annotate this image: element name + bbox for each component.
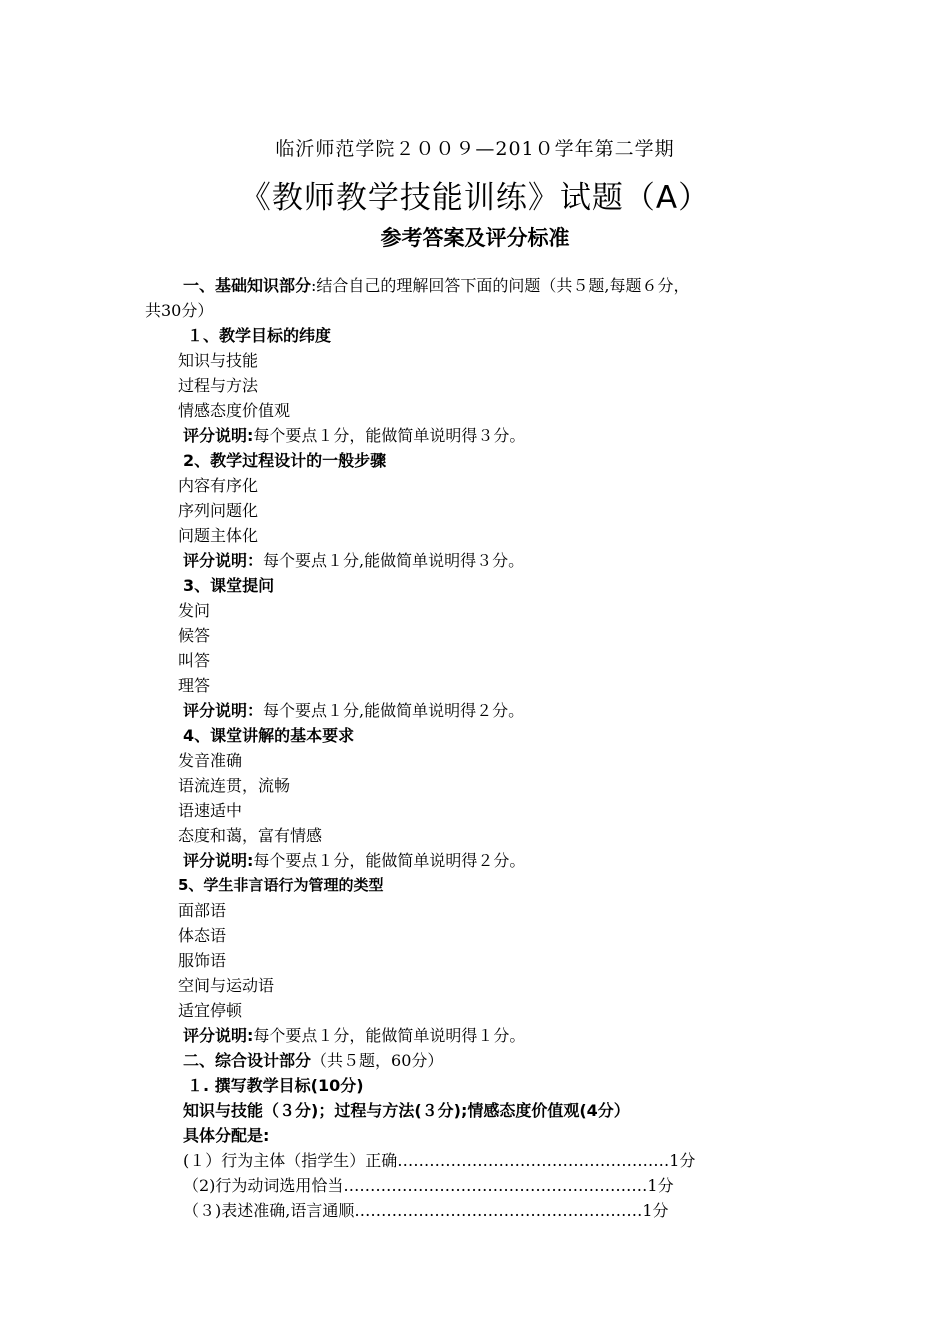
list-item: 发问 <box>178 601 211 620</box>
section2-question-1-title: １. 撰写教学目标(10分) <box>187 1076 364 1095</box>
list-item: 叫答 <box>178 651 211 670</box>
page-subtitle: 参考答案及评分标准 <box>380 226 570 250</box>
scoring-text: 每个要点１分，能做简单说明得２分。 <box>253 851 526 870</box>
section1-instructions: :结合自己的理解回答下面的问题（共５题,每题６分， <box>311 276 690 295</box>
section2-points: （共５题，60分） <box>311 1051 444 1070</box>
criteria-item: （2)行为动词选用恰当…………………………………………………1分 <box>183 1176 674 1195</box>
question-5-title: 5、学生非言语行为管理的类型 <box>178 876 384 894</box>
criteria-item: (１）行为主体（指学生）正确……………………………………………1分 <box>183 1151 696 1170</box>
scoring-label: 评分说明: <box>183 426 254 445</box>
scoring-text: 每个要点１分,能做简单说明得３分。 <box>263 551 525 570</box>
scoring-label: 评分说明： <box>183 551 264 570</box>
list-item: 发音准确 <box>178 751 243 770</box>
scoring-note-5 <box>183 1028 525 1044</box>
scoring-text: 每个要点１分，能做简单说明得３分。 <box>253 426 526 445</box>
scoring-label: 评分说明： <box>183 701 264 720</box>
allocation-label: 具体分配是: <box>183 1126 270 1145</box>
question-1-title: １、教学目标的纬度 <box>187 326 332 345</box>
scoring-label: 评分说明: <box>183 851 254 870</box>
scoring-text: 每个要点１分,能做简单说明得２分。 <box>263 701 525 720</box>
list-item: 候答 <box>178 626 211 645</box>
question-2-title: 2、教学过程设计的一般步骤 <box>183 451 387 470</box>
section1-intro-cont: 共30分） <box>145 301 214 320</box>
list-item: 语速适中 <box>178 801 243 820</box>
list-item: 语流连贯，流畅 <box>178 776 291 795</box>
list-item: 情感态度价值观 <box>178 401 291 420</box>
scoring-label: 评分说明: <box>183 1026 254 1045</box>
scoring-note-3 <box>183 703 524 719</box>
list-item: 内容有序化 <box>178 476 259 495</box>
list-item: 过程与方法 <box>178 376 259 395</box>
list-item: 问题主体化 <box>178 526 259 545</box>
scoring-note-2 <box>183 553 524 569</box>
question-4-title: 4、课堂讲解的基本要求 <box>183 726 355 745</box>
section1-intro <box>183 278 690 294</box>
list-item: 理答 <box>178 676 211 695</box>
list-item: 序列问题化 <box>178 501 259 520</box>
list-item: 空间与运动语 <box>178 976 275 995</box>
criteria-item: （３)表述准确,语言通顺………………………………………………1分 <box>183 1201 669 1220</box>
section2-heading-line <box>183 1053 443 1069</box>
list-item: 服饰语 <box>178 951 227 970</box>
list-item: 体态语 <box>178 926 227 945</box>
section2-q1-breakdown: 知识与技能（３分)；过程与方法(３分);情感态度价值观(4分） <box>183 1101 630 1120</box>
page-title: 《教师教学技能训练》试题（A） <box>239 180 711 216</box>
list-item: 态度和蔼，富有情感 <box>178 826 323 845</box>
section2-heading: 二、综合设计部分 <box>183 1051 312 1070</box>
question-3-title: 3、课堂提问 <box>183 576 275 595</box>
list-item: 知识与技能 <box>178 351 259 370</box>
semester-line: 临沂师范学院２００９—201０学年第二学期 <box>275 138 675 160</box>
scoring-note-4 <box>183 853 525 869</box>
scoring-text: 每个要点１分，能做简单说明得１分。 <box>253 1026 526 1045</box>
list-item: 适宜停顿 <box>178 1001 243 1020</box>
scoring-note-1 <box>183 428 525 444</box>
list-item: 面部语 <box>178 901 227 920</box>
section1-heading: 一、基础知识部分 <box>183 276 312 295</box>
